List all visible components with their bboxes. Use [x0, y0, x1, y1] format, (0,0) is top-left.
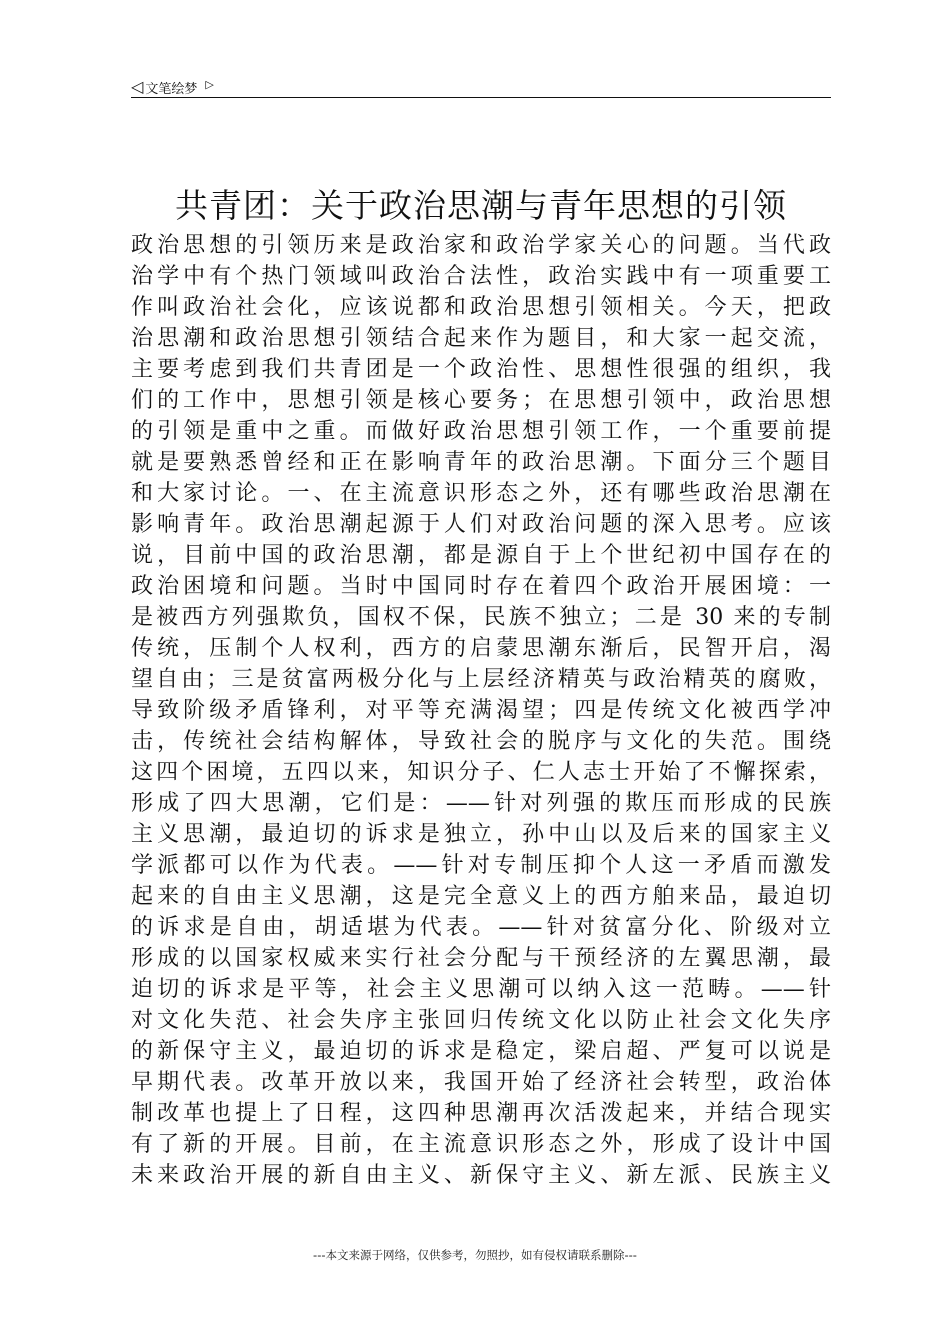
body-line: 的引领是重中之重。而做好政治思想引领工作，一个重要前提	[131, 419, 831, 444]
body-line: 的新保守主义，最迫切的诉求是稳定，梁启超、严复可以说是	[131, 1039, 831, 1064]
body-line: 作叫政治社会化，应该说都和政治思想引领相关。今天，把政	[131, 295, 831, 320]
document-body	[131, 230, 831, 1191]
triangle-right-icon: ▷	[205, 77, 214, 91]
body-line: 击，传统社会结构解体，导致社会的脱序与文化的失范。围绕	[131, 729, 831, 754]
body-line: 治学中有个热门领域叫政治合法性，政治实践中有一项重要工	[131, 264, 831, 289]
header-divider	[131, 97, 831, 98]
body-line: 政治思想的引领历来是政治家和政治学家关心的问题。当代政	[131, 233, 831, 258]
body-line: 早期代表。改革开放以来，我国开始了经济社会转型，政治体	[131, 1070, 831, 1095]
body-line: 主义思潮，最迫切的诉求是独立，孙中山以及后来的国家主义	[131, 822, 831, 847]
body-line: 对文化失范、社会失序主张回归传统文化以防止社会文化失序	[131, 1008, 831, 1033]
body-line: 传统，压制个人权利，西方的启蒙思潮东渐后，民智开启，渴	[131, 636, 831, 661]
body-line: 的诉求是自由，胡适堪为代表。——针对贫富分化、阶级对立	[131, 915, 831, 940]
triangle-left-icon: ◁	[131, 77, 144, 96]
body-line: 们的工作中，思想引领是核心要务；在思想引领中，政治思想	[131, 388, 831, 413]
body-line: 学派都可以作为代表。——针对专制压抑个人这一矛盾而激发	[131, 853, 831, 878]
body-line: 形成的以国家权威来实行社会分配与干预经济的左翼思潮，最	[131, 946, 831, 971]
page-header	[131, 76, 831, 98]
body-line: 导致阶级矛盾锋利，对平等充满渴望；四是传统文化被西学冲	[131, 698, 831, 723]
body-line: 有了新的开展。目前，在主流意识形态之外，形成了设计中国	[131, 1132, 831, 1157]
body-line: 制改革也提上了日程，这四种思潮再次活泼起来，并结合现实	[131, 1101, 831, 1126]
body-line: 形成了四大思潮，它们是：——针对列强的欺压而形成的民族	[131, 791, 831, 816]
body-line: 望自由；三是贫富两极分化与上层经济精英与政治精英的腐败，	[131, 667, 831, 692]
body-line: 就是要熟悉曾经和正在影响青年的政治思潮。下面分三个题目	[131, 450, 831, 475]
body-line: 和大家讨论。一、在主流意识形态之外，还有哪些政治思潮在	[131, 481, 831, 506]
body-line: 政治困境和问题。当时中国同时存在着四个政治开展困境：一	[131, 574, 831, 599]
document-title: 共青团：关于政治思潮与青年思想的引领	[175, 186, 787, 225]
body-line: 治思潮和政治思想引领结合起来作为题目，和大家一起交流，	[131, 326, 831, 351]
body-line: 迫切的诉求是平等，社会主义思潮可以纳入这一范畴。——针	[131, 977, 831, 1002]
body-line: 这四个困境，五四以来，知识分子、仁人志士开始了不懈探索，	[131, 760, 831, 785]
body-line: 未来政治开展的新自由主义、新保守主义、新左派、民族主义	[131, 1163, 831, 1188]
header-brand: 文笔绘梦	[145, 81, 198, 97]
body-line: 说，目前中国的政治思潮，都是源自于上个世纪初中国存在的	[131, 543, 831, 568]
body-line: 是被西方列强欺负，国权不保，民族不独立；二是 30 来的专制	[131, 605, 831, 630]
body-line: 起来的自由主义思潮，这是完全意义上的西方舶来品，最迫切	[131, 884, 831, 909]
body-line: 主要考虑到我们共青团是一个政治性、思想性很强的组织，我	[131, 357, 831, 382]
source-disclaimer: ---本文来源于网络，仅供参考，勿照抄，如有侵权请联系删除---	[313, 1248, 637, 1262]
body-line: 影响青年。政治思潮起源于人们对政治问题的深入思考。应该	[131, 512, 831, 537]
